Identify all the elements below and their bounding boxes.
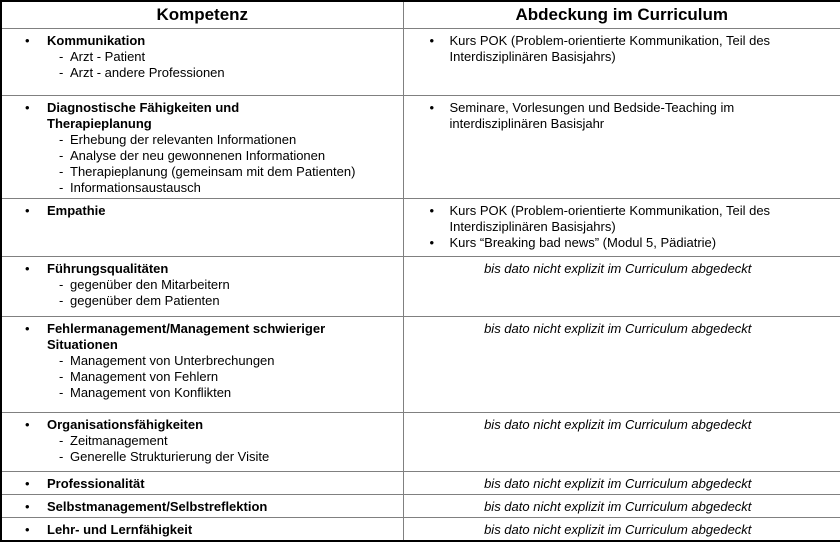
bullet-icon: • xyxy=(25,260,30,276)
dash-icon: - xyxy=(59,48,64,64)
dash-icon: - xyxy=(59,276,64,292)
kompetenz-cell xyxy=(1,471,403,494)
dash-icon: - xyxy=(59,179,64,195)
dash-icon: - xyxy=(59,352,64,368)
competency-subitem: Zeitmanagement xyxy=(70,432,168,448)
competency-subitem: Generelle Strukturierung der Visite xyxy=(70,448,270,464)
bullet-icon: • xyxy=(429,99,435,115)
curriculum-item: Seminare, Vorlesungen und Bedside-Teaching im interdisziplinären Basisjahr xyxy=(449,99,735,131)
kompetenz-cell xyxy=(1,517,403,541)
bullet-icon: • xyxy=(25,475,30,491)
bullet-icon: • xyxy=(25,521,30,537)
bullet-icon: • xyxy=(25,202,30,218)
dash-icon: - xyxy=(59,448,64,464)
abdeckung-cell xyxy=(403,412,840,471)
dash-icon: - xyxy=(59,368,64,384)
curriculum-item: Kurs “Breaking bad news” (Modul 5, Pädiatrie) xyxy=(449,234,717,250)
competency-subitem: Informationsaustausch xyxy=(70,179,201,195)
not-covered-text: bis dato nicht explizit im Curriculum abgedeckt xyxy=(484,498,752,514)
competency-title: Organisationsfähigkeiten xyxy=(47,416,204,432)
dash-icon: - xyxy=(59,292,64,308)
not-covered-text: bis dato nicht explizit im Curriculum abgedeckt xyxy=(484,416,752,432)
not-covered-text: bis dato nicht explizit im Curriculum abgedeckt xyxy=(484,320,752,336)
curriculum-item: Kurs POK (Problem-orientierte Kommunikation, Teil des Interdisziplinären Basisjahrs) xyxy=(449,202,771,234)
competency-title: Führungsqualitäten xyxy=(47,260,169,276)
competency-title: Kommunikation xyxy=(47,32,146,48)
bullet-icon: • xyxy=(25,498,30,514)
competency-title: Empathie xyxy=(47,202,106,218)
bullet-icon: • xyxy=(429,234,435,250)
competency-subitem: Management von Konflikten xyxy=(70,384,232,400)
competency-title: Selbstmanagement/Selbstreflektion xyxy=(47,498,268,514)
competency-title: Fehlermanagement/Management schwieriger Situationen xyxy=(47,320,326,352)
competency-title: Diagnostische Fähigkeiten und Therapieplanung xyxy=(47,99,240,131)
dash-icon: - xyxy=(59,64,64,80)
abdeckung-cell xyxy=(403,494,840,517)
competency-subitem: Analyse der neu gewonnenen Informationen xyxy=(70,147,326,163)
kompetenz-cell xyxy=(1,95,403,198)
header-row xyxy=(1,1,840,28)
abdeckung-cell xyxy=(403,316,840,412)
competency-subitem: Therapieplanung (gemeinsam mit dem Patienten) xyxy=(70,163,356,179)
table-row xyxy=(1,316,840,412)
kompetenz-cell xyxy=(1,494,403,517)
dash-icon: - xyxy=(59,432,64,448)
not-covered-text: bis dato nicht explizit im Curriculum abgedeckt xyxy=(484,475,752,491)
bullet-icon: • xyxy=(25,320,30,336)
competency-subitem: Erhebung der relevanten Informationen xyxy=(70,131,297,147)
competency-subitem: gegenüber den Mitarbeitern xyxy=(70,276,230,292)
header-cell-kompetenz: Kompetenz xyxy=(1,1,403,28)
dash-icon: - xyxy=(59,131,64,147)
competency-subitem: Management von Unterbrechungen xyxy=(70,352,275,368)
bullet-icon: • xyxy=(25,416,30,432)
table-row xyxy=(1,28,840,95)
kompetenz-cell xyxy=(1,28,403,95)
table-row xyxy=(1,198,840,256)
abdeckung-cell xyxy=(403,517,840,541)
not-covered-text: bis dato nicht explizit im Curriculum abgedeckt xyxy=(484,260,752,276)
kompetenz-cell xyxy=(1,256,403,316)
kompetenz-cell xyxy=(1,316,403,412)
dash-icon: - xyxy=(59,384,64,400)
bullet-icon: • xyxy=(429,202,435,218)
abdeckung-cell xyxy=(403,95,840,198)
not-covered-text: bis dato nicht explizit im Curriculum abgedeckt xyxy=(484,521,752,537)
kompetenz-cell xyxy=(1,198,403,256)
competency-subitem: Arzt - Patient xyxy=(70,48,146,64)
curriculum-item: Kurs POK (Problem-orientierte Kommunikation, Teil des Interdisziplinären Basisjahrs) xyxy=(449,32,771,64)
bullet-icon: • xyxy=(429,32,435,48)
header-cell-abdeckung: Abdeckung im Curriculum xyxy=(403,1,840,28)
abdeckung-cell xyxy=(403,471,840,494)
dash-icon: - xyxy=(59,163,64,179)
kompetenz-cell xyxy=(1,412,403,471)
abdeckung-cell xyxy=(403,28,840,95)
competency-title: Professionalität xyxy=(47,475,145,491)
table-row xyxy=(1,494,840,517)
table-row xyxy=(1,256,840,316)
competency-subitem: gegenüber dem Patienten xyxy=(70,292,220,308)
competency-title: Lehr- und Lernfähigkeit xyxy=(47,521,193,537)
competency-subitem: Management von Fehlern xyxy=(70,368,219,384)
table-row xyxy=(1,412,840,471)
competency-subitem: Arzt - andere Professionen xyxy=(70,64,225,80)
table-row xyxy=(1,517,840,541)
bullet-icon: • xyxy=(25,99,30,115)
table-row xyxy=(1,471,840,494)
bullet-icon: • xyxy=(25,32,30,48)
abdeckung-cell xyxy=(403,256,840,316)
table-row xyxy=(1,95,840,198)
dash-icon: - xyxy=(59,147,64,163)
abdeckung-cell xyxy=(403,198,840,256)
